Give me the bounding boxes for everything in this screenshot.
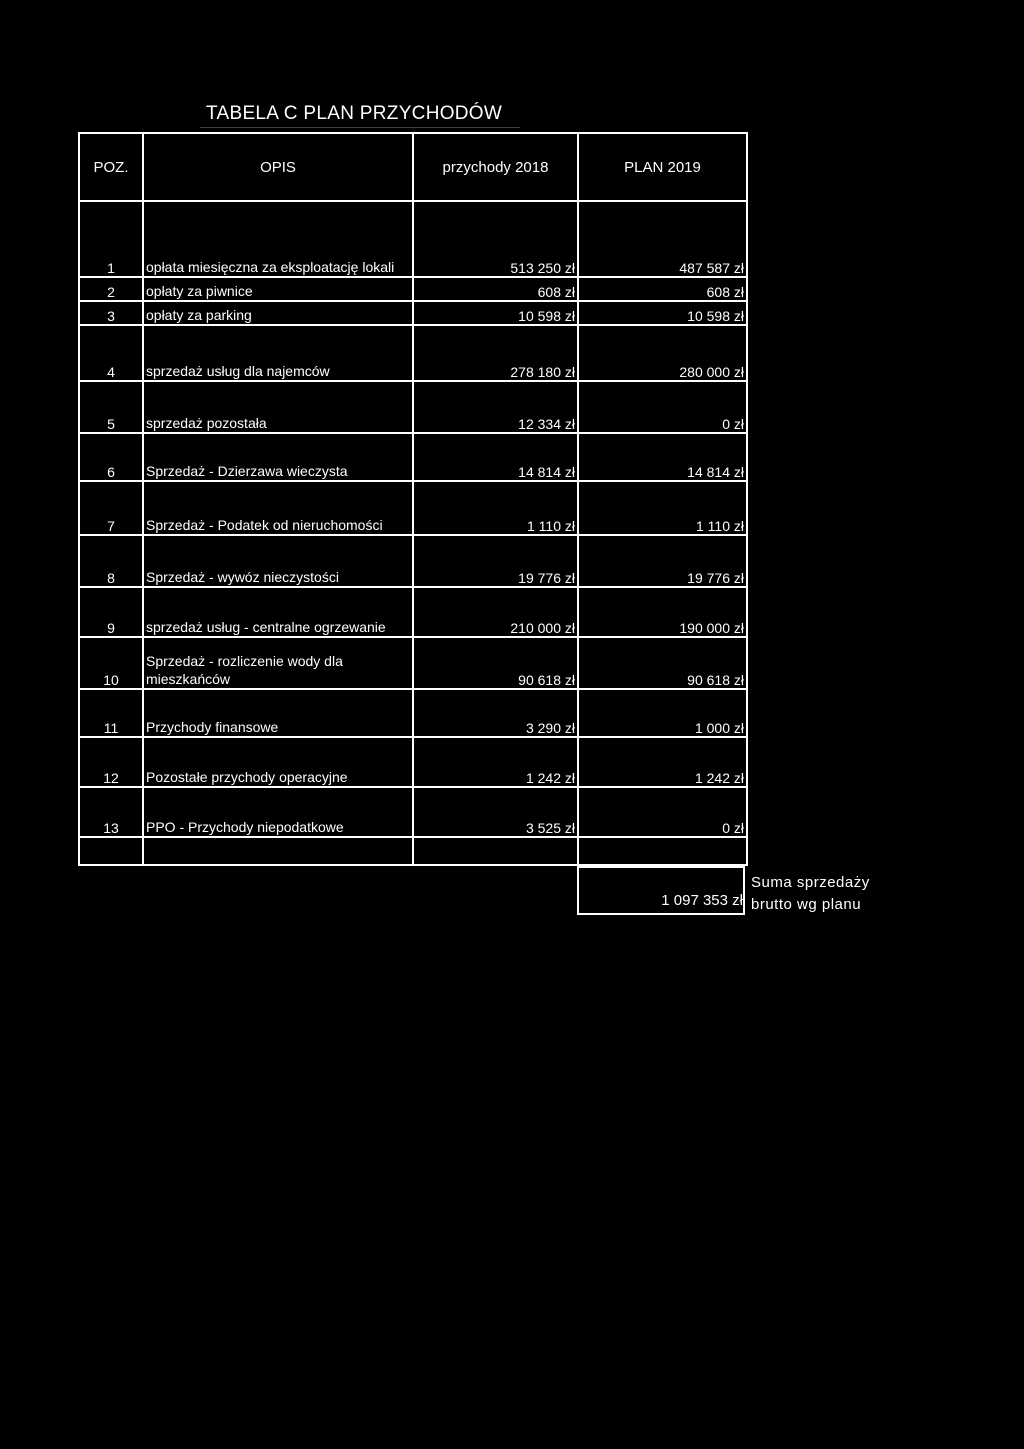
table-row xyxy=(79,301,747,325)
table-row xyxy=(79,381,747,433)
table-row xyxy=(79,689,747,737)
row-number: 9 xyxy=(79,587,143,637)
row-revenue-2018: 1 242 zł xyxy=(413,737,578,787)
row-number: 4 xyxy=(79,325,143,381)
row-number: 8 xyxy=(79,535,143,587)
table-footer-row xyxy=(79,837,747,865)
revenue-plan-table xyxy=(78,132,748,866)
row-description: Sprzedaż - Dzierzawa wieczysta xyxy=(143,433,413,481)
header-opis: OPIS xyxy=(143,133,413,201)
row-revenue-2018: 210 000 zł xyxy=(413,587,578,637)
title-divider xyxy=(200,127,520,128)
row-description: Sprzedaż - wywóz nieczystości xyxy=(143,535,413,587)
table-row xyxy=(79,737,747,787)
table-row xyxy=(79,433,747,481)
row-plan-2019: 1 000 zł xyxy=(578,689,747,737)
row-plan-2019: 14 814 zł xyxy=(578,433,747,481)
row-revenue-2018: 3 290 zł xyxy=(413,689,578,737)
summary-total-value: 1 097 353 zł xyxy=(661,892,743,909)
footer-cell xyxy=(413,837,578,865)
row-number: 5 xyxy=(79,381,143,433)
row-description: Przychody finansowe xyxy=(143,689,413,737)
footer-cell xyxy=(143,837,413,865)
page-title: TABELA C PLAN PRZYCHODÓW xyxy=(206,103,503,124)
row-revenue-2018: 12 334 zł xyxy=(413,381,578,433)
footer-cell xyxy=(79,837,143,865)
table-row xyxy=(79,325,747,381)
table-row xyxy=(79,481,747,535)
row-description: opłaty za piwnice xyxy=(143,277,413,301)
row-number: 2 xyxy=(79,277,143,301)
table-row xyxy=(79,637,747,689)
row-number: 6 xyxy=(79,433,143,481)
row-revenue-2018: 513 250 zł xyxy=(413,201,578,277)
row-description: Sprzedaż - rozliczenie wody dla mieszkańców xyxy=(143,637,413,689)
row-description: sprzedaż usług - centralne ogrzewanie xyxy=(143,587,413,637)
row-description: Sprzedaż - Podatek od nieruchomości xyxy=(143,481,413,535)
row-revenue-2018: 14 814 zł xyxy=(413,433,578,481)
table-row xyxy=(79,587,747,637)
table-body xyxy=(79,201,747,837)
row-revenue-2018: 19 776 zł xyxy=(413,535,578,587)
summary-label: Suma sprzedaży brutto wg planu xyxy=(751,874,870,913)
row-plan-2019: 0 zł xyxy=(578,381,747,433)
row-plan-2019: 0 zł xyxy=(578,787,747,837)
header-poz: POZ. xyxy=(79,133,143,201)
row-plan-2019: 10 598 zł xyxy=(578,301,747,325)
footer-cell xyxy=(578,837,747,865)
row-plan-2019: 19 776 zł xyxy=(578,535,747,587)
row-number: 12 xyxy=(79,737,143,787)
row-description: sprzedaż pozostała xyxy=(143,381,413,433)
row-revenue-2018: 10 598 zł xyxy=(413,301,578,325)
table-row xyxy=(79,787,747,837)
row-number: 7 xyxy=(79,481,143,535)
table-row xyxy=(79,201,747,277)
row-plan-2019: 487 587 zł xyxy=(578,201,747,277)
row-revenue-2018: 608 zł xyxy=(413,277,578,301)
row-plan-2019: 1 242 zł xyxy=(578,737,747,787)
row-plan-2019: 1 110 zł xyxy=(578,481,747,535)
row-number: 10 xyxy=(79,637,143,689)
row-description: sprzedaż usług dla najemców xyxy=(143,325,413,381)
row-description: Pozostałe przychody operacyjne xyxy=(143,737,413,787)
row-number: 11 xyxy=(79,689,143,737)
row-number: 13 xyxy=(79,787,143,837)
summary-total-box xyxy=(577,866,745,915)
row-revenue-2018: 1 110 zł xyxy=(413,481,578,535)
row-plan-2019: 90 618 zł xyxy=(578,637,747,689)
header-plan-2019: PLAN 2019 xyxy=(578,133,747,201)
row-description: opłaty za parking xyxy=(143,301,413,325)
row-plan-2019: 280 000 zł xyxy=(578,325,747,381)
row-revenue-2018: 278 180 zł xyxy=(413,325,578,381)
row-plan-2019: 608 zł xyxy=(578,277,747,301)
table-row xyxy=(79,535,747,587)
row-revenue-2018: 3 525 zł xyxy=(413,787,578,837)
row-number: 1 xyxy=(79,201,143,277)
row-number: 3 xyxy=(79,301,143,325)
row-revenue-2018: 90 618 zł xyxy=(413,637,578,689)
row-plan-2019: 190 000 zł xyxy=(578,587,747,637)
row-description: PPO - Przychody niepodatkowe xyxy=(143,787,413,837)
table-header-row xyxy=(79,133,747,201)
table-row xyxy=(79,277,747,301)
row-description: opłata miesięczna za eksploatację lokali xyxy=(143,201,413,277)
header-przychody-2018: przychody 2018 xyxy=(413,133,578,201)
